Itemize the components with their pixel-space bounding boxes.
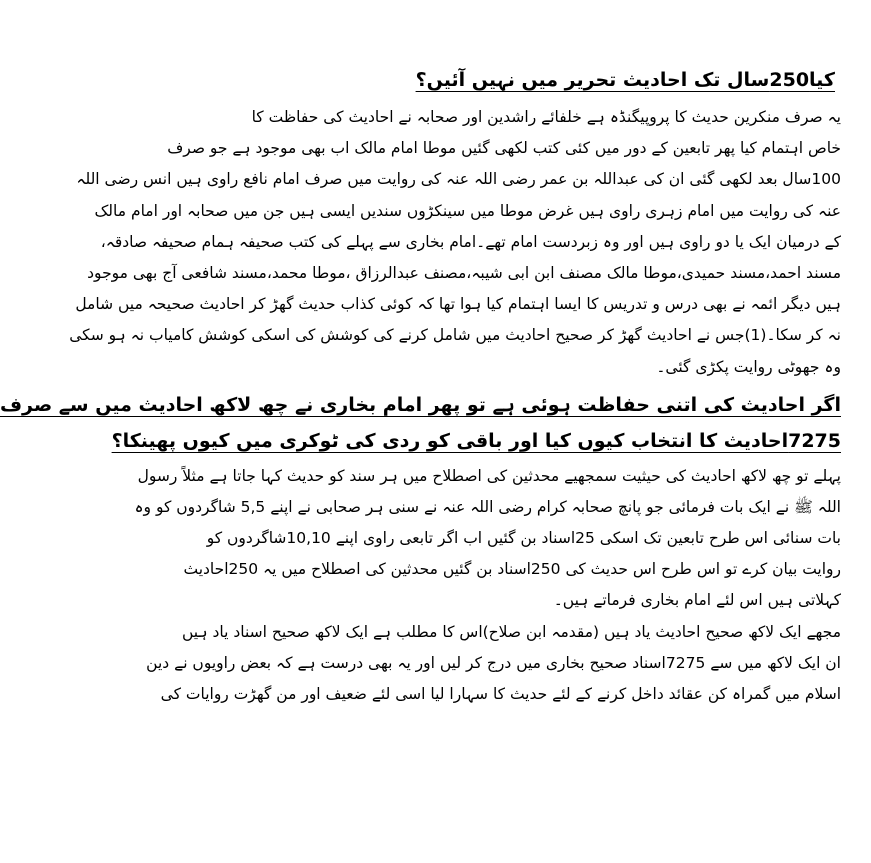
text-line: مسند احمد،مسند حمیدی،موطا مالک مصنف ابن ابی شیبہ،مصنف عبدالرزاق ،موطا محمد،مسند شافعی آج بھی موجود (87, 263, 841, 282)
question-heading-250-years: کیا250سال تک احادیث تحریر میں نہیں آئیں؟ (415, 69, 835, 91)
answer-paragraph-1 (69, 102, 841, 383)
text-line: ان ایک لاکھ میں سے 7275اسناد صحیح بخاری میں درج کر لیں اور یہ بھی درست ہے کہ بعض راویوں نے دین (146, 653, 841, 672)
text-line: کے درمیان ایک یا دو راوی ہیں اور وہ زبردست امام تھے۔امام بخاری سے پہلے کی کتب صحیفہ ہمام صحیفہ صادقہ، (100, 232, 841, 251)
text-line: بات سنائی اس طرح تابعین تک اسکی 25اسناد بن گئیں اب اگر تابعی راوی اپنے 10,10شاگردوں کو (206, 529, 841, 548)
text-line: یہ صرف منکرین حدیث کا پروپیگنڈہ ہے خلفائے راشدین اور صحابہ نے احادیث کی حفاظت کا (251, 108, 841, 126)
text-line: 100سال بعد لکھی گئی ان کی عبداللہ بن عمر رضی اللہ عنہ کی روایت میں صرف امام نافع راوی ہیں انس رضی اللہ (76, 170, 841, 189)
text-line: عنہ کی روایت میں امام زہری راوی ہیں غرض موطا میں سینکڑوں سندیں ایسی ہیں جن میں صحابہ اور امام مالک (94, 201, 841, 220)
text-line: اسلام میں گمراہ کن عقائد داخل کرنے کے لئے حدیث کا سہارا لیا اسی لئے ضعیف اور من گھڑت روایات کی (160, 685, 841, 703)
question-heading-7275: 7275احادیث کا انتخاب کیوں کیا اور باقی کو ردی کی ٹوکری میں کیوں پھینکا؟ (111, 429, 841, 452)
text-line: نہ کر سکا۔(1)جس نے احادیث گھڑ کر صحیح احادیث میں شامل کرنے کی کوشش کی اسکی کوشش کامیاب نہ ہو سکی (69, 326, 841, 345)
text-line: روایت بیان کرے تو اس طرح اس حدیث کی 250اسناد بن گئیں محدثین کی اصطلاح میں یہ 250احادیث (183, 560, 841, 579)
answer-paragraph-3 (146, 617, 841, 711)
text-line: ہیں دیگر ائمہ نے بھی درس و تدریس کا ایسا اہتمام کیا ہوا تھا کہ کوئی کذاب حدیث گھڑ کر احادیث صحیحہ میں شامل (75, 295, 841, 314)
text-line: مجھے ایک لاکھ صحیح احادیث یاد ہیں (مقدمہ ابن صلاح)اس کا مطلب ہے ایک لاکھ صحیح اسناد یاد ہیں (181, 622, 841, 641)
answer-paragraph-2 (134, 461, 841, 617)
text-line: پہلے تو چھ لاکھ احادیث کی حیثیت سمجھیے محدثین کی اصطلاح میں ہر سند کو حدیث کہا جاتا ہے مثلاً رسول (137, 466, 841, 485)
text-line: کہلاتی ہیں اس لئے امام بخاری فرماتے ہیں۔ (553, 591, 841, 610)
text-line: وہ جھوٹی روایت پکڑی گئی۔ (656, 357, 841, 376)
question-heading-six-lakh: اگر احادیث کی اتنی حفاظت ہوئی ہے تو پھر امام بخاری نے چھ لاکھ احادیث میں سے صرف (0, 393, 841, 416)
text-line: خاص اہتمام کیا پھر تابعین کے دور میں کئی کتب لکھی گئیں موطا امام مالک اب بھی موجود ہے جو صرف (167, 139, 841, 158)
text-line: اللہ ﷺ نے ایک بات فرمائی جو پانچ صحابہ کرام رضی اللہ عنہ نے سنی ہر صحابی نے اپنے 5,5 شاگردوں کو وہ (134, 497, 841, 516)
